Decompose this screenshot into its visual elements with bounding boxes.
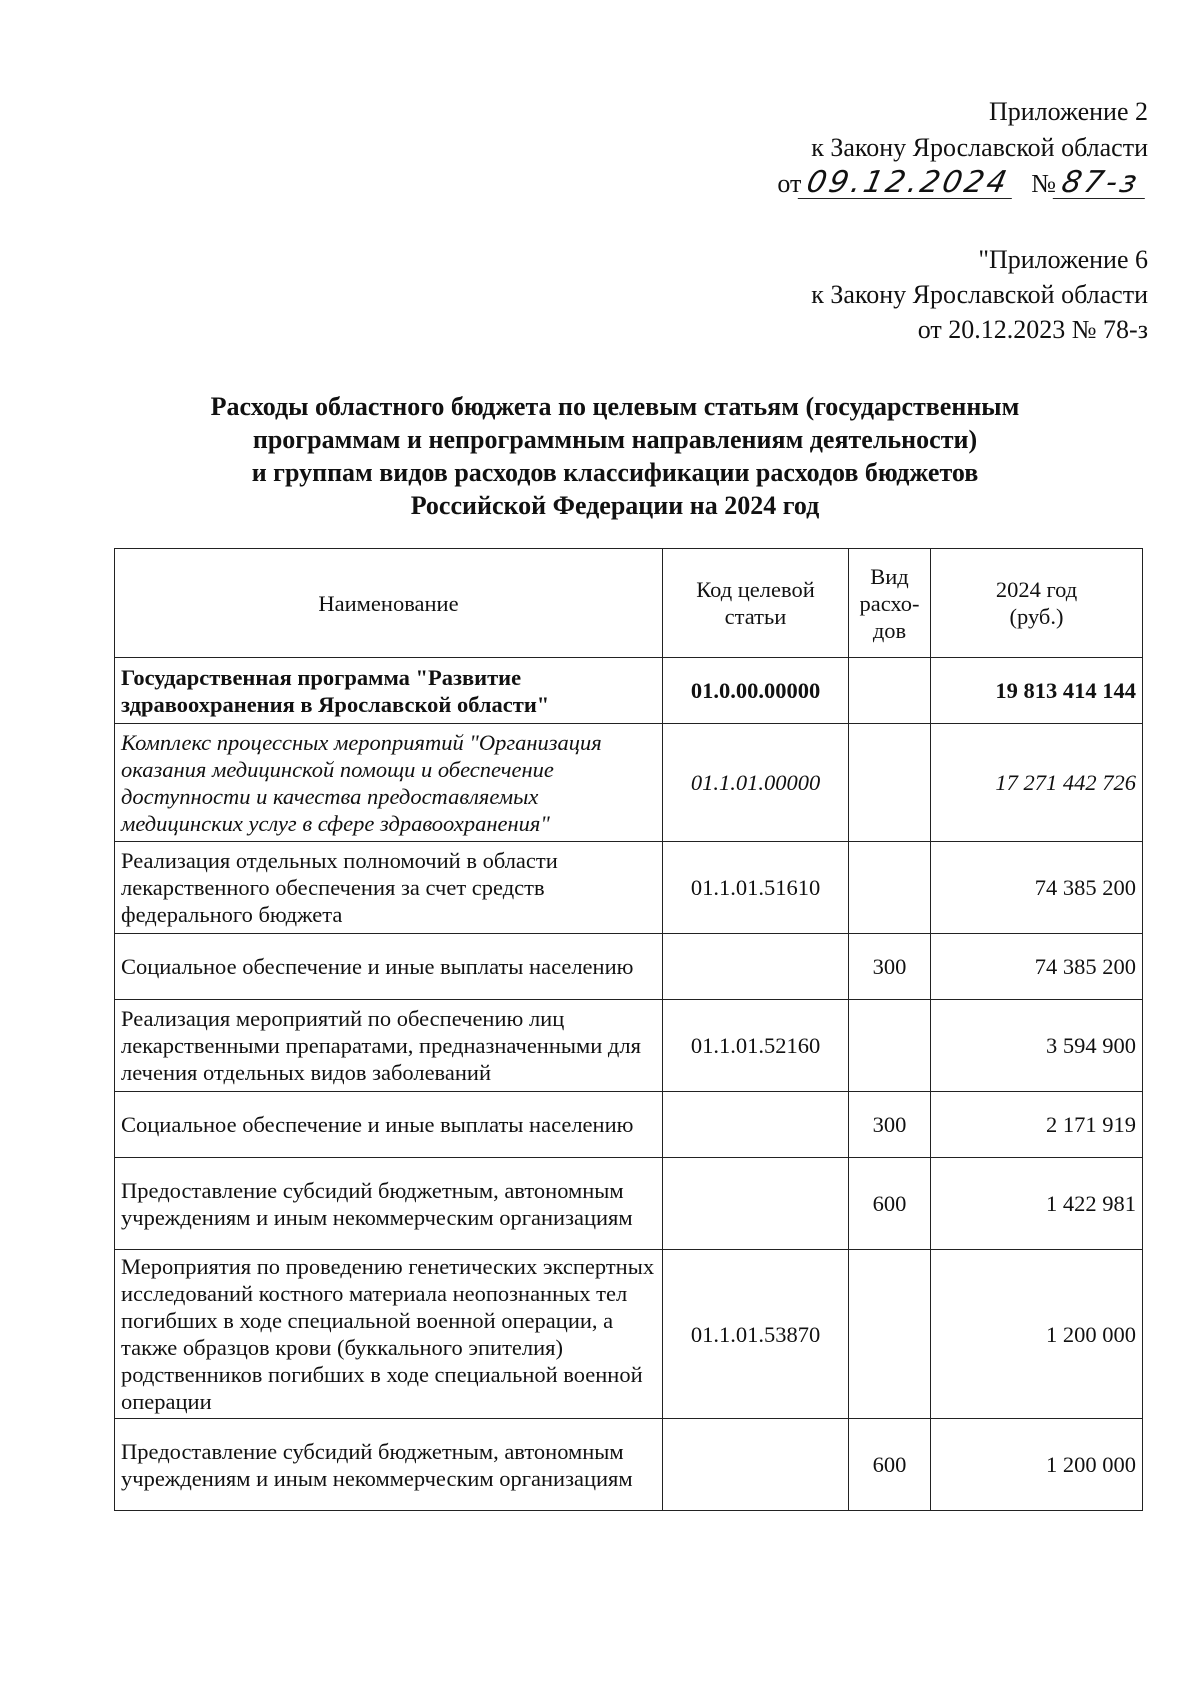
table-row: [115, 934, 1143, 1000]
row-name: Государственная программа "Развитие здравоохранения в Ярославской области": [115, 658, 663, 724]
row-name: Предоставление субсидий бюджетным, автономным учреждениям и иным некоммерческим организациям: [115, 1158, 663, 1250]
row-sum: 17 271 442 726: [931, 724, 1143, 842]
row-name: Мероприятия по проведению генетических экспертных исследований костного материала неопознанных тел погибших в ходе специальной военной операции, а также образцов крови (буккального эпителия) родственников погибших в ходе специальной военной операции: [115, 1250, 663, 1419]
appendix-title: Приложение 2: [988, 97, 1148, 126]
row-sum: 1 200 000: [931, 1250, 1143, 1419]
title-line: и группам видов расходов классификации расходов бюджетов: [251, 458, 979, 487]
row-sum: 3 594 900: [931, 1000, 1143, 1092]
table-row: [115, 658, 1143, 724]
date-prefix: от: [777, 169, 802, 198]
handwritten-number: 87-з: [1053, 168, 1152, 199]
table-header-row: [115, 549, 1143, 658]
row-code: 01.1.01.00000: [663, 724, 849, 842]
row-name: Реализация отдельных полномочий в области лекарственного обеспечения за счет средств федерального бюджета: [115, 842, 663, 934]
table-row: [115, 1158, 1143, 1250]
appendix-date-number: [777, 166, 1148, 202]
prior-appendix-ref: от 20.12.2023 № 78-з: [917, 315, 1148, 344]
row-type: [849, 842, 931, 934]
row-type: [849, 1000, 931, 1092]
row-sum: 74 385 200: [931, 842, 1143, 934]
row-sum: 2 171 919: [931, 1092, 1143, 1158]
table-row: [115, 1092, 1143, 1158]
row-type: [849, 658, 931, 724]
row-code: 01.0.00.00000: [663, 658, 849, 724]
row-code: 01.1.01.53870: [663, 1250, 849, 1419]
appendix-law: к Закону Ярославской области: [811, 133, 1148, 162]
appendix-header: [777, 94, 1148, 202]
table-row: [115, 724, 1143, 842]
table-row: [115, 1250, 1143, 1419]
prior-appendix-title: "Приложение 6: [978, 245, 1148, 274]
row-code: [663, 934, 849, 1000]
row-sum: 19 813 414 144: [931, 658, 1143, 724]
row-code: 01.1.01.52160: [663, 1000, 849, 1092]
handwritten-date: 09.12.2024: [798, 168, 1018, 199]
row-type: 600: [849, 1419, 931, 1511]
row-type: [849, 1250, 931, 1419]
row-code: [663, 1419, 849, 1511]
header-code: Код целевой статьи: [663, 549, 849, 658]
table-row: [115, 1419, 1143, 1511]
row-code: [663, 1158, 849, 1250]
row-type: 300: [849, 1092, 931, 1158]
document-title: [150, 390, 1080, 522]
prior-appendix-law: к Закону Ярославской области: [811, 280, 1148, 309]
row-name: Предоставление субсидий бюджетным, автономным учреждениям и иным некоммерческим организациям: [115, 1419, 663, 1511]
row-name: Социальное обеспечение и иные выплаты населению: [115, 1092, 663, 1158]
row-code: 01.1.01.51610: [663, 842, 849, 934]
title-line: программам и непрограммным направлениям деятельности): [252, 425, 978, 454]
budget-table: [114, 548, 1143, 1511]
number-sign: №: [1031, 169, 1056, 198]
row-type: 600: [849, 1158, 931, 1250]
title-line: Расходы областного бюджета по целевым статьям (государственным: [210, 392, 1020, 421]
table-row: [115, 1000, 1143, 1092]
header-name: Наименование: [115, 549, 663, 658]
row-code: [663, 1092, 849, 1158]
header-sum: 2024 год (руб.): [931, 549, 1143, 658]
row-name: Реализация мероприятий по обеспечению лиц лекарственными препаратами, предназначенными для лечения отдельных видов заболеваний: [115, 1000, 663, 1092]
header-type: Вид расхо- дов: [849, 549, 931, 658]
table-body: [115, 658, 1143, 1511]
title-line: Российской Федерации на 2024 год: [410, 491, 820, 520]
row-name: Комплекс процессных мероприятий "Организация оказания медицинской помощи и обеспечение доступности и качества предоставляемых медицинских услуг в сфере здравоохранения": [115, 724, 663, 842]
table-row: [115, 842, 1143, 934]
row-sum: 1 200 000: [931, 1419, 1143, 1511]
row-name: Социальное обеспечение и иные выплаты населению: [115, 934, 663, 1000]
row-type: [849, 724, 931, 842]
row-sum: 1 422 981: [931, 1158, 1143, 1250]
row-sum: 74 385 200: [931, 934, 1143, 1000]
prior-appendix: [811, 242, 1148, 347]
row-type: 300: [849, 934, 931, 1000]
